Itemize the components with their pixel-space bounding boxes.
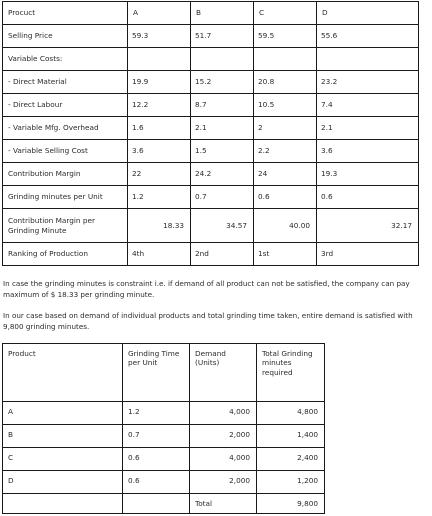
table-row xyxy=(3,71,419,94)
row-label: - Direct Labour xyxy=(3,94,128,117)
table-row xyxy=(3,163,419,186)
table-cell: 2,400 xyxy=(257,448,325,471)
table-cell: 24 xyxy=(254,163,317,186)
table-cell: 18.33 xyxy=(128,209,191,243)
table-cell: 2.2 xyxy=(254,140,317,163)
table-cell: 8.7 xyxy=(191,94,254,117)
table-row xyxy=(3,140,419,163)
grinding-summary-table xyxy=(2,343,325,514)
table-row xyxy=(3,117,419,140)
header-cell: Product xyxy=(3,344,123,402)
table-cell: 2.1 xyxy=(317,117,419,140)
header-cell: D xyxy=(317,2,419,25)
row-label: Variable Costs: xyxy=(3,48,128,71)
table-cell: 15.2 xyxy=(191,71,254,94)
table-row xyxy=(3,448,325,471)
table-cell: 20.8 xyxy=(254,71,317,94)
product-cell: B xyxy=(3,425,123,448)
table-row xyxy=(3,425,325,448)
table-cell: 0.6 xyxy=(123,471,190,494)
table-row xyxy=(3,471,325,494)
table-cell: 3.6 xyxy=(317,140,419,163)
row-label: Contribution Margin xyxy=(3,163,128,186)
table-cell: 0.7 xyxy=(191,186,254,209)
table-cell xyxy=(317,48,419,71)
row-label: Grinding minutes per Unit xyxy=(3,186,128,209)
table-row xyxy=(3,402,325,425)
table-row xyxy=(3,25,419,48)
table-cell: 4,000 xyxy=(190,448,257,471)
table-cell: 4,000 xyxy=(190,402,257,425)
row-label: Contribution Margin per Grinding Minute xyxy=(3,209,128,243)
row-label: - Variable Selling Cost xyxy=(3,140,128,163)
demand-paragraph: In our case based on demand of individual products and total grinding time taken, entire demand is satisfied with 9,800 grinding minutes. xyxy=(3,311,413,331)
table-cell: 0.6 xyxy=(254,186,317,209)
table-cell: 55.6 xyxy=(317,25,419,48)
table-cell: 1,200 xyxy=(257,471,325,494)
table-cell: 32.17 xyxy=(317,209,419,243)
table-cell: 12.2 xyxy=(128,94,191,117)
table-cell: 1.5 xyxy=(191,140,254,163)
table-cell: 2 xyxy=(254,117,317,140)
constraint-paragraph: In case the grinding minutes is constraint i.e. if demand of all product can not be satisfied, the company can pay maximum of $ 18.33 per grinding minute. xyxy=(3,279,410,299)
table-cell: 1.2 xyxy=(128,186,191,209)
table-cell: 10.5 xyxy=(254,94,317,117)
table-cell: 0.6 xyxy=(123,448,190,471)
header-cell: C xyxy=(254,2,317,25)
table-cell: 59.3 xyxy=(128,25,191,48)
table-cell: 19.3 xyxy=(317,163,419,186)
table-cell: 23.2 xyxy=(317,71,419,94)
table-cell xyxy=(128,48,191,71)
header-cell: Procuct xyxy=(3,2,128,25)
table-cell xyxy=(3,494,123,514)
header-cell: Grinding Time per Unit xyxy=(123,344,190,402)
total-row xyxy=(3,494,325,514)
total-value: 9,800 xyxy=(257,494,325,514)
table-cell: 0.6 xyxy=(317,186,419,209)
header-cell: A xyxy=(128,2,191,25)
table-cell: 4,800 xyxy=(257,402,325,425)
table-cell: 2,000 xyxy=(190,425,257,448)
table-cell: 1,400 xyxy=(257,425,325,448)
table-cell: 2nd xyxy=(191,243,254,266)
product-cell: D xyxy=(3,471,123,494)
table-cell: 2.1 xyxy=(191,117,254,140)
table-header-row xyxy=(3,344,325,402)
total-label: Total xyxy=(190,494,257,514)
table-cell: 40.00 xyxy=(254,209,317,243)
table-cell: 1.6 xyxy=(128,117,191,140)
table-header-row xyxy=(3,2,419,25)
table-cell: 3rd xyxy=(317,243,419,266)
header-cell: Demand (Units) xyxy=(190,344,257,402)
row-label: Selling Price xyxy=(3,25,128,48)
table-cell: 1st xyxy=(254,243,317,266)
table-cell: 22 xyxy=(128,163,191,186)
table-cell: 51.7 xyxy=(191,25,254,48)
table-cell: 24.2 xyxy=(191,163,254,186)
table-row xyxy=(3,209,419,243)
header-cell: B xyxy=(191,2,254,25)
header-cell: Total Grinding minutes required xyxy=(257,344,325,402)
product-cell: C xyxy=(3,448,123,471)
table-cell: 7.4 xyxy=(317,94,419,117)
row-label: - Direct Material xyxy=(3,71,128,94)
table-row xyxy=(3,48,419,71)
cost-analysis-table xyxy=(2,1,419,266)
table-row xyxy=(3,94,419,117)
table-cell: 3.6 xyxy=(128,140,191,163)
table-cell xyxy=(191,48,254,71)
table-cell: 4th xyxy=(128,243,191,266)
row-label: - Variable Mfg. Overhead xyxy=(3,117,128,140)
table-row xyxy=(3,243,419,266)
table-cell: 34.57 xyxy=(191,209,254,243)
table-cell: 0.7 xyxy=(123,425,190,448)
table-cell: 19.9 xyxy=(128,71,191,94)
table-row xyxy=(3,186,419,209)
table-cell xyxy=(254,48,317,71)
table-cell: 59.5 xyxy=(254,25,317,48)
table-cell xyxy=(123,494,190,514)
product-cell: A xyxy=(3,402,123,425)
table-cell: 1.2 xyxy=(123,402,190,425)
row-label: Ranking of Production xyxy=(3,243,128,266)
table-cell: 2,000 xyxy=(190,471,257,494)
